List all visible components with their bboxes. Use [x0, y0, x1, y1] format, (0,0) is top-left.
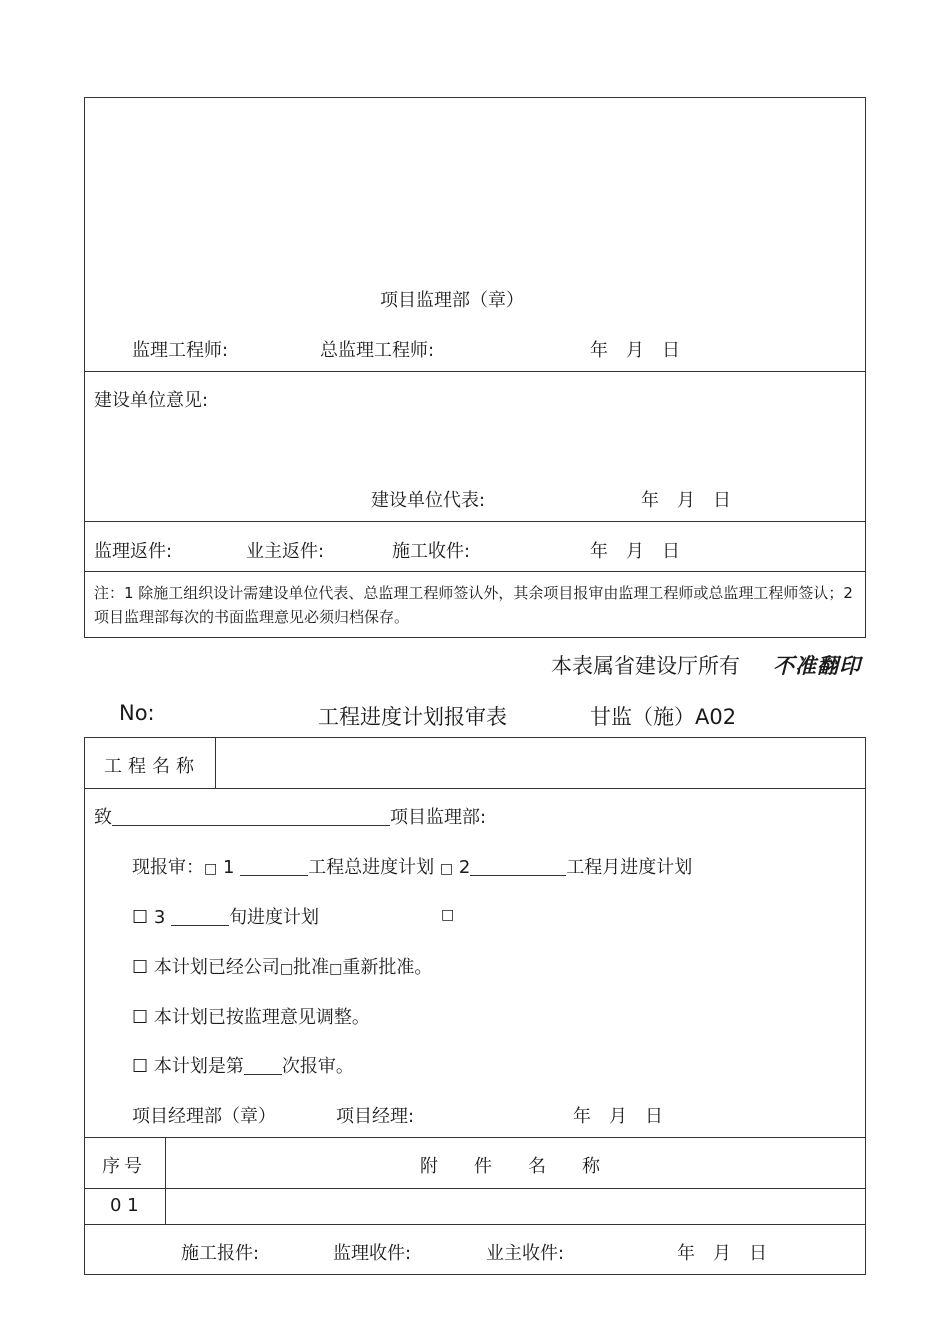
- ten-day-schedule-label: 旬进度计划: [229, 907, 320, 928]
- checkbox-icon[interactable]: □: [204, 861, 218, 877]
- date-label: 年 月 日: [641, 490, 731, 511]
- checkbox-icon[interactable]: ☐: [132, 907, 149, 928]
- ten-day-plan-line: ☐ 3 旬进度计划: [132, 907, 320, 928]
- form-divider-4: [84, 1224, 866, 1225]
- upper-table: [84, 97, 866, 638]
- form-divider-1: [84, 788, 866, 789]
- addressee-prefix: 致: [94, 807, 112, 828]
- upper-divider-2: [84, 521, 866, 522]
- project-name-field[interactable]: [230, 752, 850, 776]
- date-label: 年 月 日: [590, 541, 680, 562]
- total-schedule-label: 工程总进度计划: [308, 857, 435, 878]
- upper-divider-1: [84, 371, 866, 372]
- blank-2[interactable]: [470, 857, 566, 876]
- supervision-return-label: 监理返件:: [94, 541, 173, 562]
- addressee-suffix: 项目监理部:: [390, 807, 487, 828]
- checkbox-icon[interactable]: □: [439, 861, 454, 877]
- upper-divider-3: [84, 571, 866, 572]
- construction-submit-label: 施工报件:: [181, 1243, 260, 1264]
- owner-representative-label: 建设单位代表:: [371, 490, 486, 511]
- row-seq: 0 1: [110, 1195, 139, 1216]
- checkbox-icon[interactable]: □: [279, 961, 294, 977]
- adjusted-line: ☐ 本计划已按监理意见调整。: [132, 1007, 370, 1028]
- addressee-blank[interactable]: [112, 807, 390, 826]
- project-name-column-divider: [215, 737, 216, 788]
- project-manager-label: 项目经理:: [336, 1106, 415, 1127]
- pm-stamp-label: 项目经理部（章）: [132, 1106, 276, 1127]
- form-code: 甘监（施）A02: [590, 705, 737, 729]
- supervision-receive-label: 监理收件:: [333, 1243, 412, 1264]
- checkbox-icon[interactable]: □: [329, 961, 343, 977]
- date-label: 年 月 日: [590, 340, 680, 361]
- monthly-schedule-label: 工程月进度计划: [566, 857, 693, 878]
- owner-receive-label: 业主收件:: [486, 1243, 565, 1264]
- construction-receive-label: 施工收件:: [392, 541, 471, 562]
- form-divider-2: [84, 1137, 866, 1138]
- blank-3[interactable]: [171, 907, 229, 926]
- chief-engineer-signature-label: 总监理工程师:: [320, 340, 435, 361]
- copyright-owner: 本表属省建设厅所有: [551, 654, 740, 678]
- submit-label: 现报审：: [132, 857, 204, 878]
- date-label: 年 月 日: [677, 1243, 767, 1264]
- date-label: 年 月 日: [573, 1106, 663, 1127]
- company-approval-line: ☐ 本计划已经公司□批准□重新批准。: [132, 957, 433, 978]
- addressee-line: [94, 803, 486, 829]
- seq-column-divider: [165, 1137, 166, 1224]
- owner-opinion-label: 建设单位意见:: [94, 390, 209, 411]
- form-divider-3: [84, 1188, 866, 1189]
- footnote: 注：1 除施工组织设计需建设单位代表、总监理工程师签认外，其余项目报审由监理工程师或总监理工程师签认；2 项目监理部每次的书面监理意见必须归档保存。: [94, 584, 853, 626]
- attachment-header: 附 件 名 称: [420, 1156, 600, 1177]
- engineer-signature-label: 监理工程师:: [132, 340, 229, 361]
- project-name-label: 工程名称: [104, 756, 200, 777]
- no-reprint-warning: 不准翻印: [773, 654, 861, 678]
- form-number-label: No:: [119, 701, 155, 725]
- checkbox-icon[interactable]: ☐: [132, 957, 149, 978]
- supervision-stamp-label: 项目监理部（章）: [380, 290, 524, 311]
- row-attachment-name[interactable]: [180, 1195, 850, 1217]
- checkbox-icon[interactable]: □: [441, 907, 455, 923]
- checkbox-icon[interactable]: ☐: [132, 1056, 149, 1077]
- blank-1[interactable]: [240, 857, 308, 876]
- seq-header: 序号: [102, 1156, 146, 1177]
- form-title: 工程进度计划报审表: [318, 705, 507, 729]
- blank-count[interactable]: [244, 1056, 282, 1075]
- owner-return-label: 业主返件:: [246, 541, 325, 562]
- checkbox-icon[interactable]: ☐: [132, 1007, 149, 1028]
- submission-count-line: ☐ 本计划是第 次报审。: [132, 1056, 354, 1077]
- submit-plan-line: 现报审：□ 1 工程总进度计划 □ 2 工程月进度计划: [132, 857, 693, 878]
